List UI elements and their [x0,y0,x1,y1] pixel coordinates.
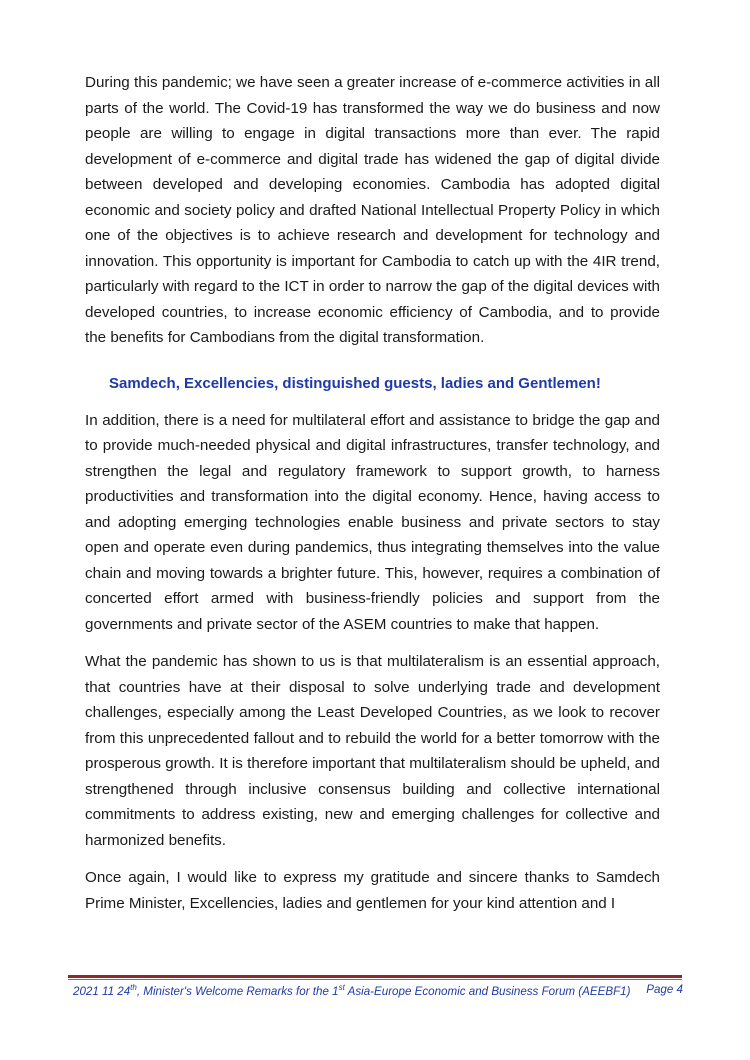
paragraph-multilateralism: What the pandemic has shown to us is that multilateralism is an essential approach, that countries have at their disposal to solve underlying trade and development challenges, especially among the Least Developed Countries, as we look to recover from this unprecedented fallout and to rebuild the world for a better tomorrow with the prosperous growth. It is therefore important that multilateralism should be upheld, and strengthened through inclusive consensus building and collective international commitments to address existing, new and emerging challenges for collective and harmonized benefits. [85,653,660,849]
footer-title: 2021 11 24th, Minister's Welcome Remarks for the 1st Asia-Europe Economic and Business Forum (AEEBF1) [73,983,631,998]
page-number: Page 4 [646,983,683,996]
paragraph-closing: Once again, I would like to express my gratitude and sincere thanks to Samdech Prime Minister, Excellencies, ladies and gentlemen for your kind attention and I [85,869,660,912]
footer-divider-thin [68,979,682,980]
paragraph-multilateral-effort: In addition, there is a need for multilateral effort and assistance to bridge the gap and to provide much-needed physical and digital infrastructures, transfer technology, and strengthen the legal and regulatory framework to support growth, to harness productivities and transformation into the digital economy. Hence, having access to and adopting emerging technologies enable business and private sectors to stay open and operate even during pandemics, thus integrating themselves into the value chain and moving towards a brighter future. This, however, requires a combination of concerted effort armed with business-friendly policies and support from the governments and private sector of the ASEM countries to make that happen. [85,411,660,633]
salutation-heading: Samdech, Excellencies, distinguished guests, ladies and Gentlemen! [109,374,601,392]
document-body [85,70,660,928]
paragraph-ecommerce: During this pandemic; we have seen a greater increase of e-commerce activities in all parts of the world. The Covid-19 has transformed the way we do business and now people are willing to engage in digital transactions more than ever. The rapid development of e-commerce and digital trade has widened the gap of digital divide between developed and developing economies. Cambodia has adopted digital economic and society policy and drafted National Intellectual Property Policy in which one of the objectives is to achieve research and development for technology and innovation. This opportunity is important for Cambodia to catch up with the 4IR trend, particularly with regard to the ICT in order to narrow the gap of the digital devices with developed countries, to increase economic efficiency of Cambodia, and to provide the benefits for Cambodians from the digital transformation. [85,74,660,346]
footer-divider [68,975,682,978]
page-footer [73,983,683,998]
